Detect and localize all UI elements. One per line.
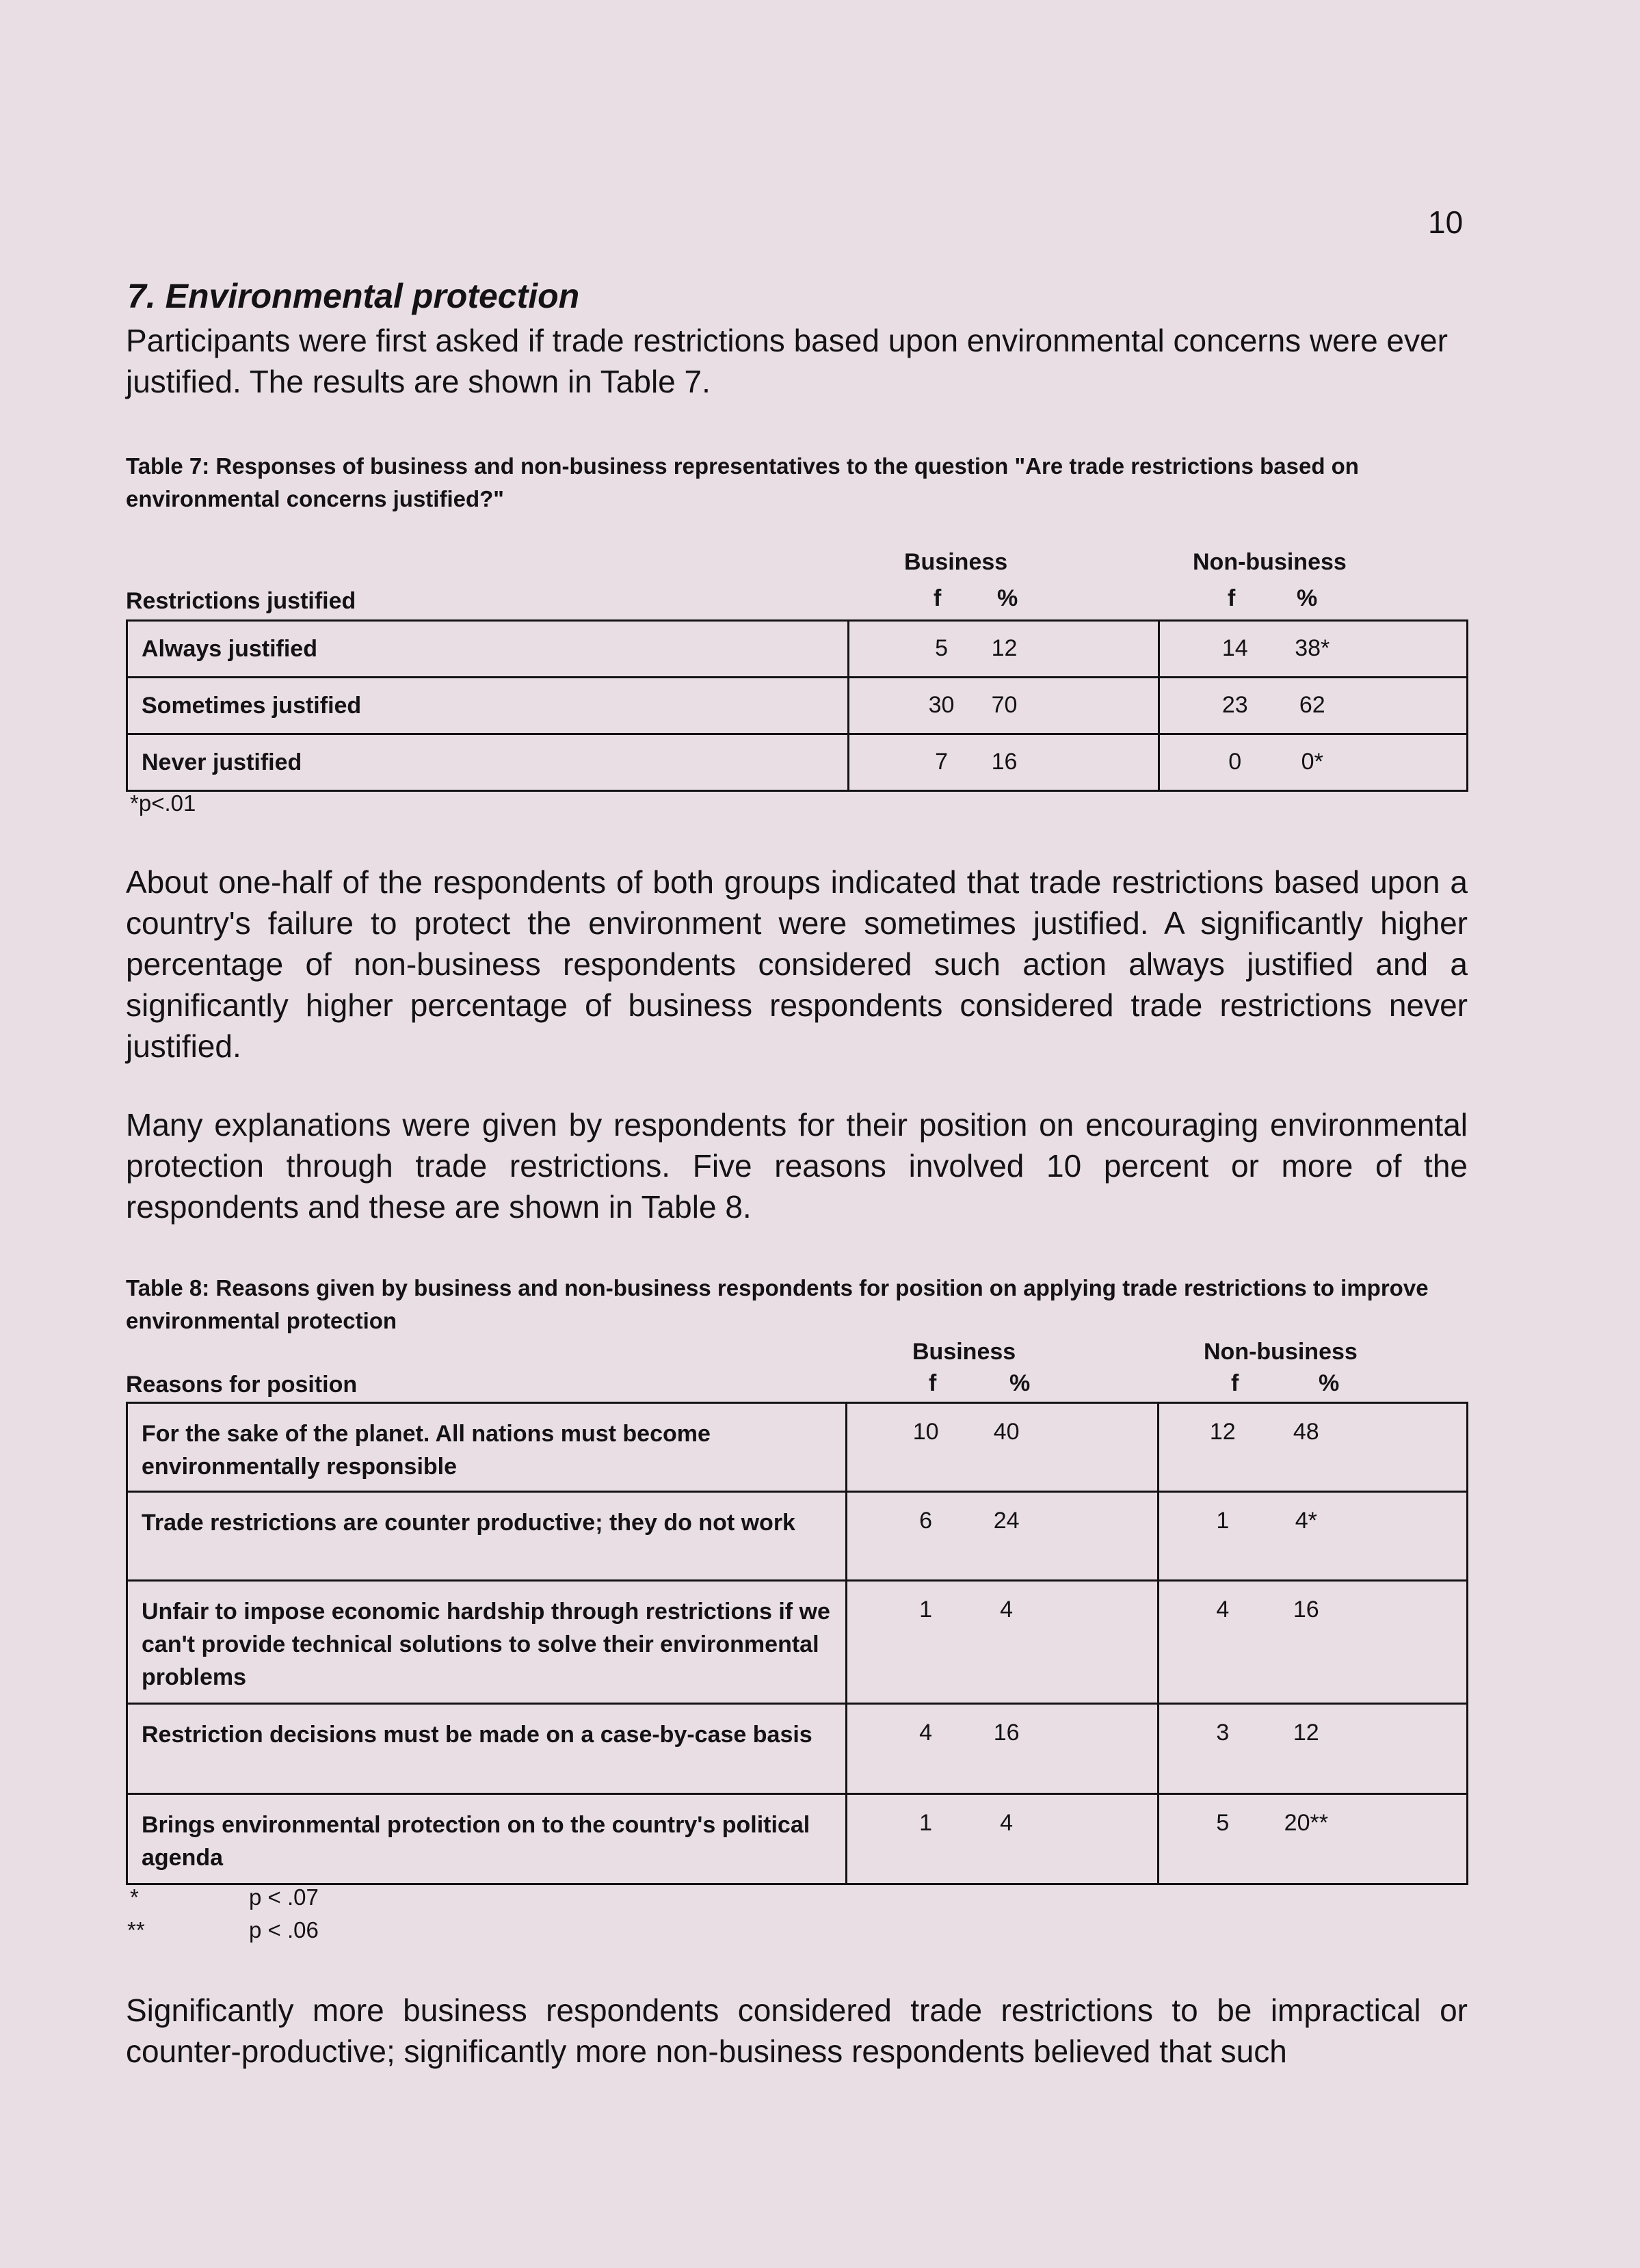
business-pct: 70 [991, 692, 1018, 718]
section-title: 7. Environmental protection [127, 277, 580, 315]
row-label: Sometimes justified [127, 678, 849, 734]
nonbusiness-pct: 20** [1284, 1810, 1328, 1836]
paragraph-3: Many explanations were given by respondents for their position on encouraging environmental protection through trade restrictions. Five reasons involved 10 percent or more of the respondents and these are shown in Table 8. [126, 1107, 1468, 1225]
nonbusiness-pct: 0* [1301, 749, 1323, 775]
table-row [127, 1581, 1468, 1704]
table-row [127, 1704, 1468, 1794]
nonbusiness-f: 1 [1216, 1508, 1230, 1534]
row-label: Always justified [127, 621, 849, 678]
table8-col-pct: % [1009, 1370, 1031, 1396]
business-f: 1 [919, 1810, 933, 1836]
business-pct: 16 [993, 1720, 1020, 1746]
nonbusiness-f: 5 [1216, 1810, 1230, 1836]
business-pct: 12 [991, 635, 1018, 661]
business-f: 1 [919, 1597, 933, 1623]
business-pct: 16 [991, 749, 1018, 775]
table7-row-header: Restrictions justified [126, 588, 356, 614]
business-f: 5 [935, 635, 948, 661]
paragraph-4: Significantly more business respondents considered trade restrictions to be impractical or counter-productive; significantly more non-business respondents believed that such [126, 1992, 1468, 2069]
table7-caption: Table 7: Responses of business and non-business representatives to the question "Are trade restrictions based on environmental concerns justified?" [126, 453, 1359, 511]
table7-col-pct: % [997, 585, 1018, 611]
intro-paragraph: Participants were first asked if trade restrictions based upon environmental concerns were ever justified. The results are shown in Table 7. [126, 323, 1448, 399]
table8-row-header: Reasons for position [126, 1372, 358, 1398]
nonbusiness-pct: 48 [1293, 1419, 1319, 1445]
table7-col-f: f [1228, 585, 1236, 611]
row-label: For the sake of the planet. All nations must become environmentally responsible [127, 1403, 847, 1492]
business-f: 6 [919, 1508, 933, 1534]
table8 [126, 1402, 1468, 1885]
paragraph-2: About one-half of the respondents of both groups indicated that trade restrictions based upon a country's failure to protect the environment were sometimes justified. A significantly higher percentage of non-business respondents considered such action always justified and a significantly higher percentage of business respondents considered trade restrictions never justified. [126, 864, 1468, 1064]
page-number: 10 [1428, 204, 1464, 240]
nonbusiness-pct: 12 [1293, 1720, 1319, 1746]
table7-footnote: *p<.01 [130, 790, 196, 816]
table7-col-f: f [934, 585, 942, 611]
nonbusiness-f: 12 [1209, 1419, 1236, 1445]
table-row [127, 1403, 1468, 1492]
table-row [127, 621, 1468, 678]
row-label: Unfair to impose economic hardship through restrictions if we can't provide technical solutions to solve their environmental problems [127, 1581, 847, 1704]
nonbusiness-f: 4 [1216, 1597, 1230, 1623]
table7 [126, 619, 1468, 792]
table8-group-business: Business [912, 1339, 1016, 1365]
business-f: 4 [919, 1720, 933, 1746]
table8-col-pct: % [1319, 1370, 1340, 1396]
table8-footnote-text: p < .07 [249, 1884, 319, 1910]
nonbusiness-f: 23 [1221, 692, 1248, 718]
table8-footnote-mark: ** [127, 1917, 145, 1943]
table8-col-f: f [929, 1370, 937, 1396]
business-f: 7 [935, 749, 948, 775]
table7-group-business: Business [904, 549, 1008, 575]
business-pct: 24 [993, 1508, 1020, 1534]
nonbusiness-pct: 38* [1295, 635, 1330, 661]
row-label: Never justified [127, 734, 849, 791]
table8-footnote-text: p < .06 [249, 1917, 319, 1943]
table-row [127, 1492, 1468, 1581]
row-label: Brings environmental protection on to the country's political agenda [127, 1794, 847, 1884]
table7-group-nonbusiness: Non-business [1193, 549, 1347, 575]
table-row [127, 678, 1468, 734]
table7-col-pct: % [1297, 585, 1318, 611]
business-f: 30 [928, 692, 955, 718]
nonbusiness-pct: 16 [1293, 1597, 1319, 1623]
business-pct: 4 [1000, 1810, 1014, 1836]
nonbusiness-f: 14 [1221, 635, 1248, 661]
nonbusiness-pct: 4* [1295, 1508, 1317, 1534]
nonbusiness-pct: 62 [1299, 692, 1325, 718]
business-pct: 40 [993, 1419, 1020, 1445]
table-row [127, 1794, 1468, 1884]
row-label: Trade restrictions are counter productive; they do not work [127, 1492, 847, 1581]
nonbusiness-f: 0 [1228, 749, 1242, 775]
business-f: 10 [912, 1419, 939, 1445]
table8-col-f: f [1231, 1370, 1239, 1396]
table8-caption: Table 8: Reasons given by business and non-business respondents for position on applying trade restrictions to improve environmental protection [126, 1275, 1429, 1333]
nonbusiness-f: 3 [1216, 1720, 1230, 1746]
table8-group-nonbusiness: Non-business [1204, 1339, 1358, 1365]
table8-footnote-mark: * [130, 1884, 139, 1910]
row-label: Restriction decisions must be made on a case-by-case basis [127, 1704, 847, 1794]
business-pct: 4 [1000, 1597, 1014, 1623]
table-row [127, 734, 1468, 791]
